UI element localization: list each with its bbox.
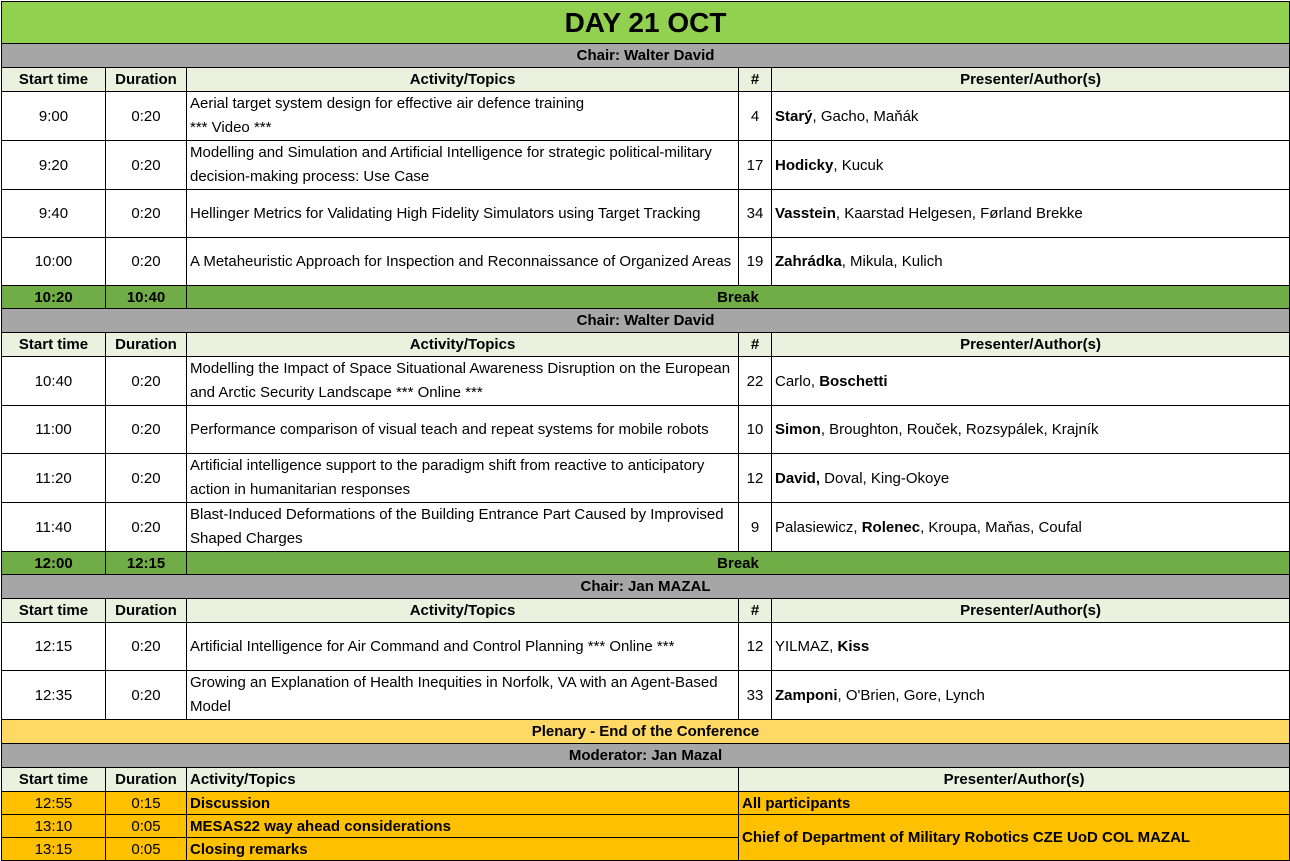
- co-authors: , Broughton, Rouček, Rozsypálek, Krajník: [820, 421, 1099, 438]
- presenting-author: Simon: [775, 421, 821, 438]
- start-time: 11:00: [2, 406, 106, 454]
- header-start-time: Start time: [2, 333, 106, 357]
- duration: 0:20: [106, 503, 187, 552]
- paper-number: 10: [739, 406, 772, 454]
- presenting-author: Zamponi: [775, 686, 838, 704]
- plenary-item-row: [2, 792, 1290, 815]
- header-presenter: Presenter/Author(s): [772, 333, 1290, 357]
- column-header-row: [2, 333, 1290, 357]
- duration: 0:20: [106, 454, 187, 503]
- header-start-time: Start time: [2, 68, 106, 92]
- schedule-table: [1, 1, 1290, 861]
- duration: 0:20: [106, 190, 187, 238]
- header-activity: Activity/Topics: [187, 68, 739, 92]
- moderator-row: [2, 744, 1290, 768]
- duration: 0:05: [106, 815, 187, 838]
- presenters: [772, 406, 1290, 454]
- paper-number: 12: [739, 623, 772, 671]
- session-row: [2, 238, 1290, 286]
- column-header-row: [2, 768, 1290, 792]
- session-row: [2, 357, 1290, 406]
- session-row: [2, 503, 1290, 552]
- presenters: [772, 671, 1290, 720]
- header-number: #: [739, 333, 772, 357]
- presenting-author: Zahrádka: [775, 253, 842, 270]
- header-number: #: [739, 599, 772, 623]
- topic-title: A Metaheuristic Approach for Inspection and Reconnaissance of Organized Areas: [187, 238, 739, 286]
- paper-number: 33: [739, 671, 772, 720]
- session-row: [2, 671, 1290, 720]
- column-header-row: [2, 599, 1290, 623]
- start-time: 10:40: [2, 357, 106, 406]
- header-duration: Duration: [106, 768, 187, 792]
- header-activity: Activity/Topics: [187, 333, 739, 357]
- moderator: Moderator: Jan Mazal: [2, 744, 1290, 768]
- duration: 0:20: [106, 141, 187, 190]
- topic-title: MESAS22 way ahead considerations: [187, 815, 739, 838]
- column-header-row: [2, 68, 1290, 92]
- start-time: 10:00: [2, 238, 106, 286]
- presenting-author: Rolenec: [861, 518, 921, 536]
- presenter-names: Palasiewicz,: [775, 518, 862, 536]
- duration: 0:20: [106, 92, 187, 141]
- header-start-time: Start time: [2, 599, 106, 623]
- co-authors: , Mikula, Kulich: [841, 253, 943, 270]
- start-time: 12:55: [2, 792, 106, 815]
- paper-number: 34: [739, 190, 772, 238]
- presenting-author: David,: [775, 469, 821, 487]
- break-start: 10:20: [2, 286, 106, 309]
- session-row: [2, 454, 1290, 503]
- break-label: Break: [187, 286, 1290, 309]
- presenting-author: Starý: [775, 107, 813, 125]
- session-chair: Chair: Walter David: [2, 309, 1290, 333]
- paper-number: 17: [739, 141, 772, 190]
- co-authors: Doval, King-Okoye: [820, 469, 950, 487]
- topic-title: Modelling the Impact of Space Situational Awareness Disruption on the European and Arctic Security Landscape *** Online ***: [187, 357, 739, 406]
- paper-number: 9: [739, 503, 772, 552]
- session-row: [2, 92, 1290, 141]
- presenters: [772, 141, 1290, 190]
- chair-row: [2, 309, 1290, 333]
- chair-row: [2, 575, 1290, 599]
- co-authors: , Gacho, Maňák: [812, 107, 919, 125]
- co-authors: , Kucuk: [833, 156, 884, 174]
- duration: 0:05: [106, 838, 187, 861]
- header-start-time: Start time: [2, 768, 106, 792]
- break-end: 10:40: [106, 286, 187, 309]
- header-presenter: Presenter/Author(s): [772, 68, 1290, 92]
- break-start: 12:00: [2, 552, 106, 575]
- presenters: [772, 357, 1290, 406]
- topic-title: Performance comparison of visual teach and repeat systems for mobile robots: [187, 406, 739, 454]
- start-time: 9:20: [2, 141, 106, 190]
- presenter-names: Carlo,: [775, 372, 820, 390]
- break-label: Break: [187, 552, 1290, 575]
- topic-title: Aerial target system design for effective air defence training *** Video ***: [187, 92, 739, 141]
- presenters: [772, 454, 1290, 503]
- paper-number: 12: [739, 454, 772, 503]
- header-activity: Activity/Topics: [187, 768, 739, 792]
- header-duration: Duration: [106, 68, 187, 92]
- paper-number: 4: [739, 92, 772, 141]
- presenting-author: Hodicky: [775, 156, 834, 174]
- start-time: 13:15: [2, 838, 106, 861]
- topic-title: Hellinger Metrics for Validating High Fidelity Simulators using Target Tracking: [187, 190, 739, 238]
- presenting-author: Boschetti: [819, 372, 888, 390]
- presenting-author: Vasstein: [775, 205, 836, 222]
- co-authors: , Kaarstad Helgesen, Førland Brekke: [835, 205, 1083, 222]
- paper-number: 19: [739, 238, 772, 286]
- break-row: [2, 286, 1290, 309]
- paper-number: 22: [739, 357, 772, 406]
- start-time: 9:00: [2, 92, 106, 141]
- header-number: #: [739, 68, 772, 92]
- duration: 0:20: [106, 671, 187, 720]
- day-title: DAY 21 OCT: [2, 2, 1290, 44]
- session-chair: Chair: Walter David: [2, 44, 1290, 68]
- duration: 0:15: [106, 792, 187, 815]
- header-activity: Activity/Topics: [187, 599, 739, 623]
- plenary-item-row: [2, 815, 1290, 838]
- start-time: 11:20: [2, 454, 106, 503]
- topic-title: Artificial intelligence support to the paradigm shift from reactive to anticipatory action in humanitarian responses: [187, 454, 739, 503]
- session-row: [2, 141, 1290, 190]
- topic-title: Growing an Explanation of Health Inequities in Norfolk, VA with an Agent-Based Model: [187, 671, 739, 720]
- session-row: [2, 623, 1290, 671]
- duration: 0:20: [106, 238, 187, 286]
- plenary-row: [2, 720, 1290, 744]
- break-row: [2, 552, 1290, 575]
- topic-title: Closing remarks: [187, 838, 739, 861]
- session-row: [2, 190, 1290, 238]
- start-time: 12:35: [2, 671, 106, 720]
- presenters: [772, 238, 1290, 286]
- topic-title: Modelling and Simulation and Artificial Intelligence for strategic political-military decision-making process: Use Case: [187, 141, 739, 190]
- header-presenter: Presenter/Author(s): [772, 599, 1290, 623]
- header-duration: Duration: [106, 333, 187, 357]
- start-time: 11:40: [2, 503, 106, 552]
- header-presenter: Presenter/Author(s): [739, 768, 1290, 792]
- session-chair: Chair: Jan MAZAL: [2, 575, 1290, 599]
- plenary-title: Plenary - End of the Conference: [2, 720, 1290, 744]
- break-end: 12:15: [106, 552, 187, 575]
- co-authors: , Kroupa, Maňas, Coufal: [920, 518, 1082, 536]
- topic-title: Discussion: [187, 792, 739, 815]
- presenters: [772, 503, 1290, 552]
- co-authors: , O'Brien, Gore, Lynch: [837, 686, 985, 704]
- duration: 0:20: [106, 357, 187, 406]
- presenters: Chief of Department of Military Robotics CZE UoD COL MAZAL: [739, 815, 1290, 861]
- presenters: [772, 92, 1290, 141]
- presenting-author: Kiss: [837, 638, 870, 655]
- start-time: 12:15: [2, 623, 106, 671]
- start-time: 9:40: [2, 190, 106, 238]
- presenter-names: YILMAZ,: [775, 638, 838, 655]
- chair-row: [2, 44, 1290, 68]
- session-row: [2, 406, 1290, 454]
- presenters: [772, 190, 1290, 238]
- duration: 0:20: [106, 406, 187, 454]
- topic-title: Blast-Induced Deformations of the Building Entrance Part Caused by Improvised Shaped Charges: [187, 503, 739, 552]
- header-duration: Duration: [106, 599, 187, 623]
- presenters: All participants: [739, 792, 1290, 815]
- start-time: 13:10: [2, 815, 106, 838]
- topic-title: Artificial Intelligence for Air Command and Control Planning *** Online ***: [187, 623, 739, 671]
- presenters: [772, 623, 1290, 671]
- duration: 0:20: [106, 623, 187, 671]
